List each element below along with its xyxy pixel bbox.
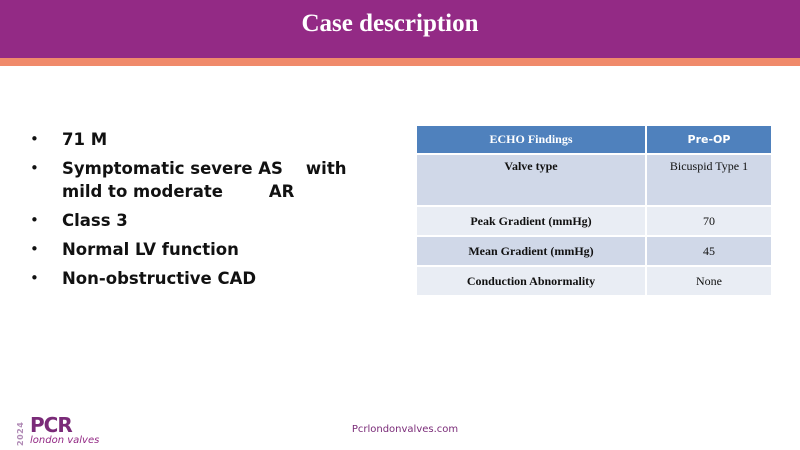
table-row bbox=[417, 154, 772, 206]
bullet-dot: • bbox=[30, 269, 39, 287]
bullet-item-cad bbox=[30, 267, 390, 290]
row-label: Valve type bbox=[417, 154, 646, 206]
bullet-text: Class 3 bbox=[62, 211, 128, 230]
case-bullet-list bbox=[30, 128, 390, 296]
row-label: Mean Gradient (mmHg) bbox=[417, 236, 646, 266]
bullet-text: Normal LV function bbox=[62, 240, 239, 259]
row-value: None bbox=[646, 266, 772, 296]
logo-year: 2024 bbox=[16, 421, 25, 446]
bullet-item-lv-function bbox=[30, 238, 390, 261]
title-bar-accent-stripe bbox=[0, 58, 800, 66]
bullet-item-age-sex bbox=[30, 128, 390, 151]
row-value: 45 bbox=[646, 236, 772, 266]
bullet-dot: • bbox=[30, 211, 39, 229]
logo-wordmark: PCR bbox=[30, 413, 72, 437]
footer-url: Pcrlondonvalves.com bbox=[351, 424, 459, 435]
row-value: 70 bbox=[646, 206, 772, 236]
row-label: Peak Gradient (mmHg) bbox=[417, 206, 646, 236]
table-row bbox=[417, 206, 772, 236]
bullet-text: 71 M bbox=[62, 130, 108, 149]
bullet-item-diagnosis bbox=[30, 157, 390, 203]
bullet-dot: • bbox=[30, 240, 39, 258]
pcr-london-valves-logo bbox=[16, 414, 126, 448]
slide-title: Case description bbox=[301, 10, 479, 37]
bullet-dot: • bbox=[30, 130, 39, 148]
logo-subtitle: london valves bbox=[30, 435, 100, 446]
table-header-row bbox=[417, 126, 772, 154]
bullet-dot: • bbox=[30, 159, 39, 177]
column-header-pre-op: Pre-OP bbox=[646, 126, 772, 154]
bullet-item-class bbox=[30, 209, 390, 232]
column-header-findings: ECHO Findings bbox=[417, 126, 646, 154]
row-label: Conduction Abnormality bbox=[417, 266, 646, 296]
table-row bbox=[417, 266, 772, 296]
echo-findings-table bbox=[417, 126, 773, 297]
bullet-text: Non-obstructive CAD bbox=[62, 269, 257, 288]
row-value: Bicuspid Type 1 bbox=[646, 154, 772, 206]
table-row bbox=[417, 236, 772, 266]
bullet-text: Symptomatic severe AS with mild to moderate AR bbox=[62, 159, 353, 201]
